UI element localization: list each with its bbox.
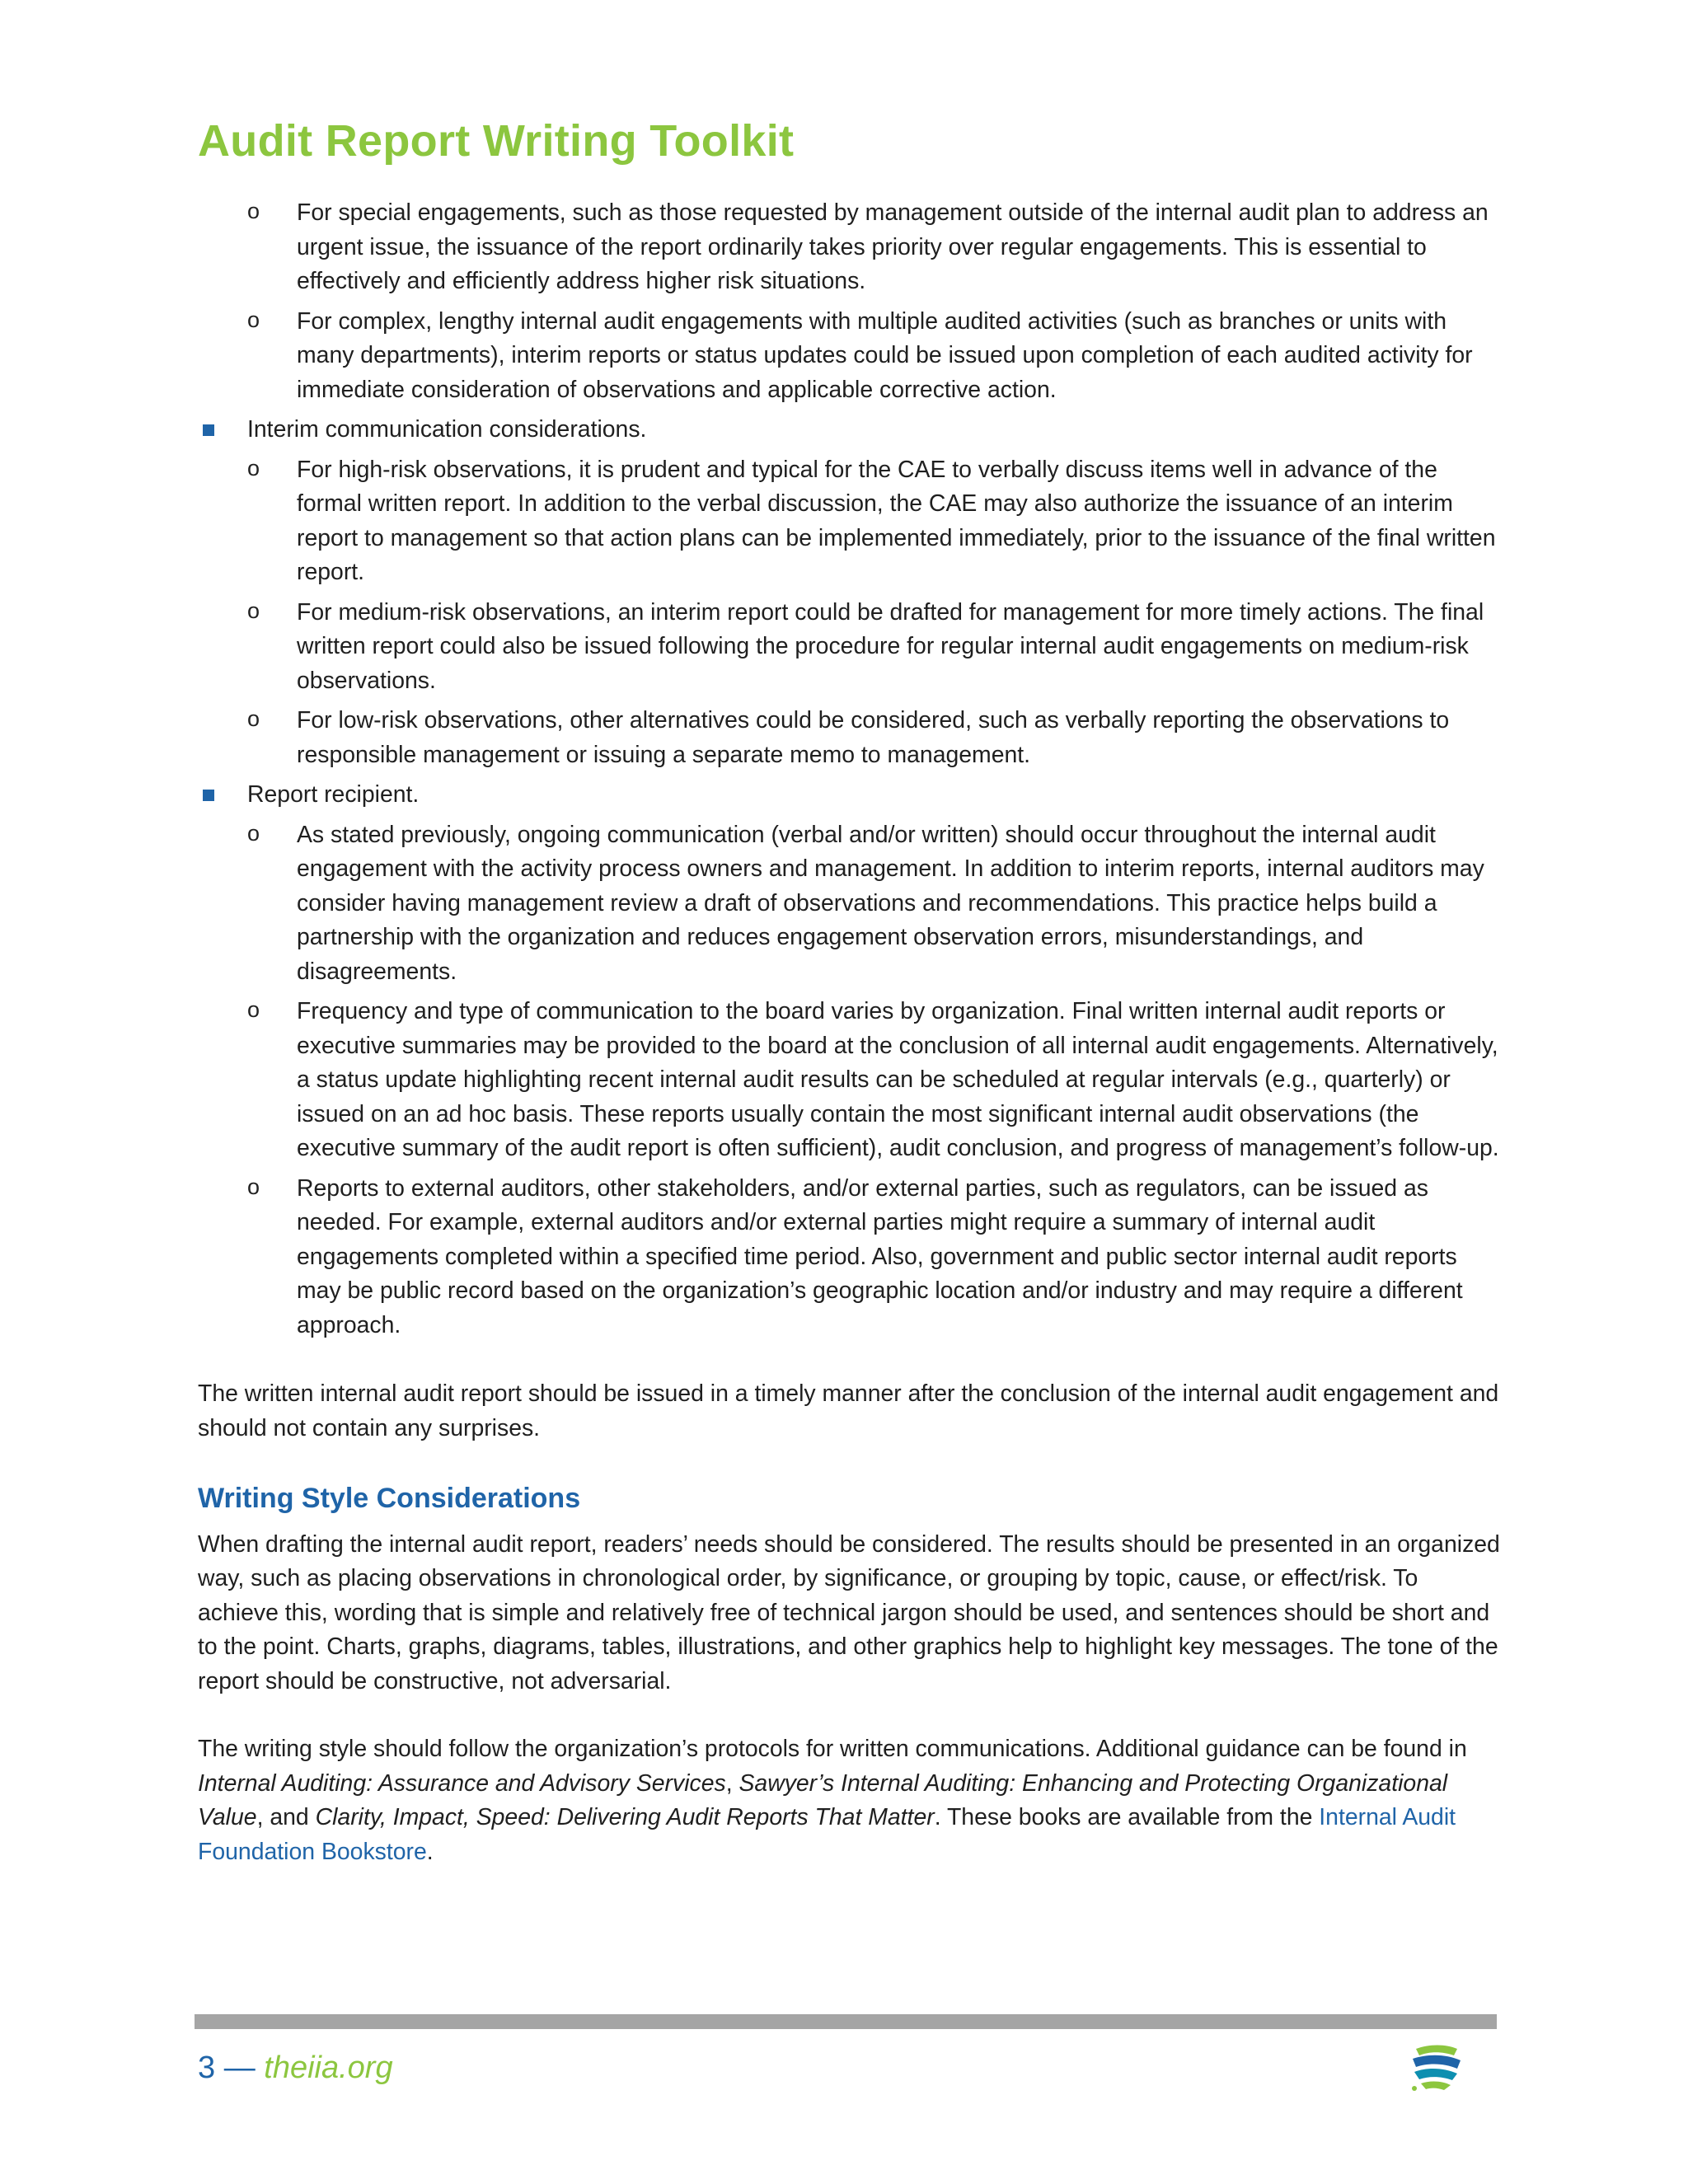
sub-list-item: o For complex, lengthy internal audit engagements with multiple audited activities (such as branches or units with many departments), interim reports or status updates could be issued upon completion of each audited activity for immediate consideration of observations and applicable corrective action. <box>297 305 1500 408</box>
separator-text: , <box>725 1769 739 1797</box>
page-title: Audit Report Writing Toolkit <box>198 116 795 166</box>
sub-list-item: o For low-risk observations, other alternatives could be considered, such as verbally reporting the observations to responsible management or issuing a separate memo to management. <box>297 704 1500 772</box>
book-title: Sawyer’s Internal Auditing: Enhancing and Protecting Organizational Value <box>198 1769 1448 1830</box>
footer-divider <box>195 2014 1497 2029</box>
footer <box>198 2050 393 2086</box>
site-link[interactable]: theiia.org <box>264 2050 393 2085</box>
document-body <box>198 196 1500 1869</box>
logo-band-low <box>1414 2069 1457 2080</box>
intro-sub-list <box>198 196 1500 407</box>
page-number: 3 <box>198 2050 216 2085</box>
guidance-text: The writing style should follow the organization’s protocols for written communications. Additional guidance can be found in <box>198 1736 1467 1762</box>
writing-style-paragraph: When drafting the internal audit report, readers’ needs should be considered. The results should be presented in an organized way, such as placing observations in chronological order, by significance, or grouping by topic, cause, or effect/risk. To achieve this, wording that is simple and relatively free of technical jargon should be used, and sentences should be short and to the point. Charts, graphs, diagrams, tables, illustrations, and other graphics help to highlight key messages. The tone of the report should be constructive, not adversarial. <box>198 1530 1500 1694</box>
sub-list-item: o Reports to external auditors, other stakeholders, and/or external parties, such as regulators, can be issued as needed. For example, external auditors and/or external parties might require a summary of internal audit engagements completed within a specified time period. Also, government and public sector internal audit reports may be public record based on the organization’s geographic location and/or industry and may require a different approach. <box>297 1172 1500 1343</box>
sub-list-item: o For medium-risk observations, an interim report could be drafted for management for more timely actions. The final written report could also be issued following the procedure for regular internal audit engagements on medium-risk observations. <box>297 596 1500 699</box>
period-text: . <box>426 1838 434 1865</box>
logo-dot <box>1412 2086 1417 2091</box>
sub-list-item: o For high-risk observations, it is prudent and typical for the CAE to verbally discuss items well in advance of the formal written report. In addition to the verbal discussion, the CAE may also authorize the issuance of an interim report to management so that action plans can be implemented immediately, prior to the issuance of the final written report. <box>297 453 1500 590</box>
bullet-item-report-recipient <box>198 778 1500 1343</box>
bullet-list <box>198 413 1500 1343</box>
sub-list <box>247 818 1500 1343</box>
bullet-item-interim-communication <box>198 413 1500 772</box>
bullet-label: Interim communication considerations. <box>247 416 647 443</box>
guidance-text: . These books are available from the <box>934 1804 1320 1830</box>
sub-list <box>247 453 1500 773</box>
closing-paragraph: The written internal audit report should be issued in a timely manner after the conclusion of the internal audit engagement and should not contain any surprises. <box>198 1380 1499 1441</box>
sub-list-item: o For special engagements, such as those requested by management outside of the internal audit plan to address an urgent issue, the issuance of the report ordinarily takes priority over regular engagements. This is essential to effectively and efficiently address higher risk situations. <box>297 196 1500 299</box>
logo-band-bottom <box>1421 2082 1451 2090</box>
iia-globe-logo-icon <box>1406 2042 1464 2093</box>
sub-list-item: o Frequency and type of communication to the board varies by organization. Final written internal audit reports or executive summaries may be provided to the board at the conclusion of all internal audit engagements. Alternatively, a status update highlighting recent internal audit results can be scheduled at regular intervals (e.g., quarterly) or issued on an ad hoc basis. These reports usually contain the most significant internal audit observations (the executive summary of the audit report is often sufficient), audit conclusion, and progress of management’s follow-up. <box>297 995 1500 1166</box>
book-title: Clarity, Impact, Speed: Delivering Audit Reports That Matter <box>315 1804 935 1830</box>
logo-band-mid <box>1413 2055 1461 2069</box>
bookstore-link[interactable]: Internal Audit Foundation Bookstore <box>198 1804 1456 1865</box>
logo-band-top <box>1416 2046 1457 2056</box>
guidance-paragraph <box>198 1732 1500 1869</box>
bullet-label: Report recipient. <box>247 781 420 808</box>
sub-list-item: o As stated previously, ongoing communication (verbal and/or written) should occur throughout the internal audit engagement with the activity process owners and management. In addition to interim reports, internal auditors may consider having management review a draft of observations and recommendations. This practice helps build a partnership with the organization and reduces engagement observation errors, misunderstandings, and disagreements. <box>297 818 1500 990</box>
separator-text: , and <box>256 1804 316 1830</box>
footer-separator: — <box>215 2050 265 2085</box>
book-title: Internal Auditing: Assurance and Advisory Services <box>198 1769 726 1797</box>
section-heading: Writing Style Considerations <box>198 1483 581 1514</box>
